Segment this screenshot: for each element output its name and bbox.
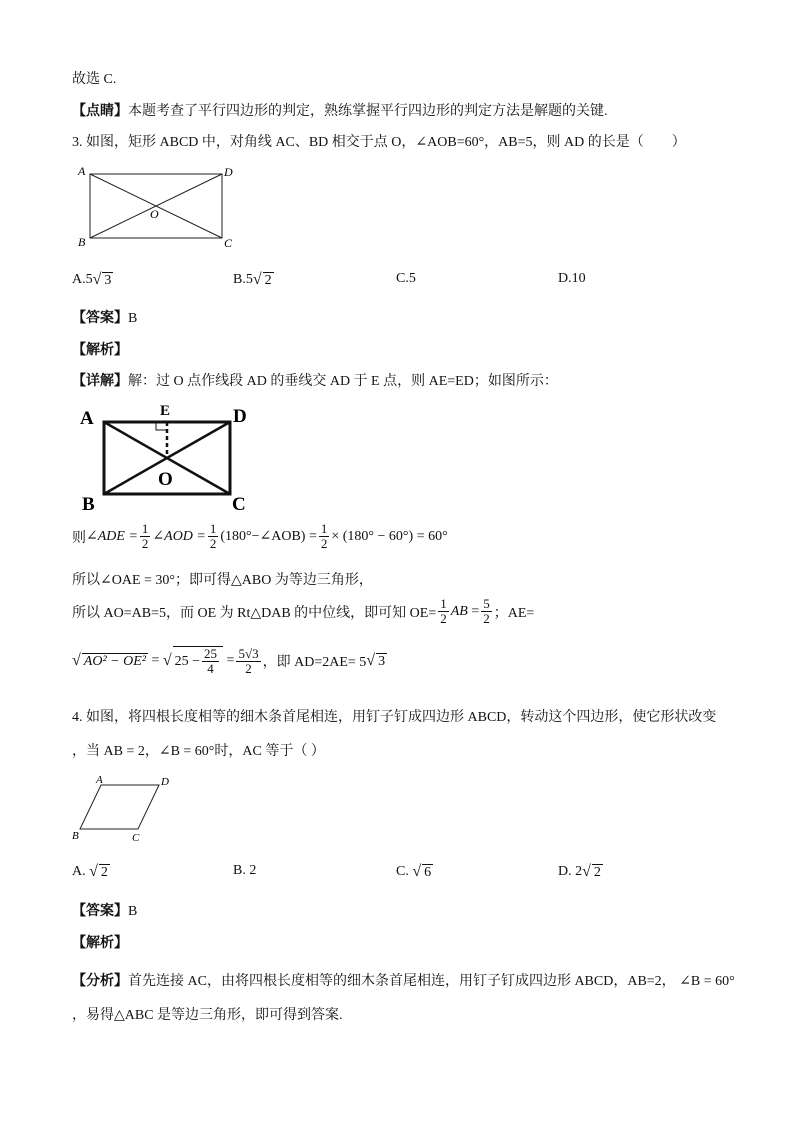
q4-rhombus-figure	[70, 770, 180, 846]
q3-step2: 所以∠OAE = 30°；即可得△ABO 为等边三角形，	[72, 573, 373, 588]
q3-fig-label-a: A	[78, 164, 86, 178]
q3-option-d: D. 10	[558, 271, 586, 286]
q4-option-c: C. √ 6	[396, 863, 432, 880]
q3-option-a: A. 5 √ 3	[72, 271, 112, 288]
q4-option-a: A. √ 2	[72, 863, 108, 880]
q3-fig-label-c: C	[224, 236, 233, 250]
dianjing-text: 本题考查了平行四边形的判定，熟练掌握平行四边形的判定方法是解题的关键.	[128, 104, 608, 119]
q3-fig-label-d: D	[224, 165, 233, 179]
q3-fig2-label-c: C	[232, 494, 246, 515]
q4-answer: 【答案】B	[72, 904, 138, 919]
q4-option-b: B. 2	[233, 863, 257, 878]
dianjing-line	[72, 100, 608, 120]
q3-option-c: C. 5	[396, 271, 416, 286]
q3-fig-label-b: B	[78, 235, 86, 249]
q3-step3: 所以 AO=AB=5，而 OE 为 Rt△DAB 的中位线，即可知 OE= $\frac{1}{2}$ AB = $\frac{5}{2}$ ；AE=	[72, 596, 535, 626]
q4-fenxi-line2: ，易得△ABC 是等边三角形，即可得到答案.	[72, 1008, 343, 1023]
q3-step1: 则 ∠ADE = $\frac{1}{2}$ ∠AOD = $\frac{1}{2}$ (180°−∠AOB) = $\frac{1}{2}$ × (180° − 60°) = 60°	[72, 521, 448, 551]
q4-fig-label-b: B	[72, 830, 79, 842]
q3-fig-label-o: O	[150, 207, 159, 221]
q4-fenxi-line1: 【分析】首先连接 AC，由将四根长度相等的细木条首尾相连，用钉子钉成四边形 ABCD，AB=2， ∠B = 60°	[72, 974, 735, 989]
q3-fig2-label-e: E	[160, 403, 171, 419]
q4-stem-line2: ，当 AB = 2，∠B = 60°时，AC 等于（ ）	[72, 744, 325, 759]
conclusion-line: 故选 C.	[72, 72, 117, 87]
q3-answer: 【答案】B	[72, 311, 138, 326]
q3-solution-figure	[78, 398, 258, 516]
q4-stem-line1: 4. 如图，将四根长度相等的细木条首尾相连，用钉子钉成四边形 ABCD，转动这个四边形，使它形状改变	[72, 710, 717, 725]
q3-fig2-label-o: O	[158, 469, 173, 490]
q3-step4: √ AO² − OE² = √ 25 − $\frac{25}{4}$ = $\frac{5√3}{2}$ ，即 AD=2AE= 5 √ 3	[72, 645, 386, 676]
q4-fig-label-d: D	[161, 776, 169, 788]
q4-analysis-tag: 【解析】	[72, 936, 128, 951]
q3-option-b: B. 5 √ 2	[233, 271, 272, 288]
q3-fig2-label-b: B	[82, 494, 95, 515]
dianjing-tag: 【点睛】	[72, 104, 128, 119]
q3-fig2-label-a: A	[80, 408, 94, 429]
q3-rectangle-figure	[72, 160, 252, 252]
q4-fig-label-a: A	[96, 774, 103, 786]
q4-option-d: D. 2 √ 2	[558, 863, 601, 880]
q3-detail: 【详解】解：过 O 点作线段 AD 的垂线交 AD 于 E 点，则 AE=ED；如图所示：	[72, 374, 558, 389]
q4-fig-label-c: C	[132, 832, 140, 844]
q3-analysis-tag: 【解析】	[72, 343, 128, 358]
q3-stem: 3. 如图，矩形 ABCD 中，对角线 AC、BD 相交于点 O，∠AOB=60°，AB=5，则 AD 的长是（ ）	[72, 135, 686, 150]
q3-fig2-label-d: D	[233, 406, 247, 427]
